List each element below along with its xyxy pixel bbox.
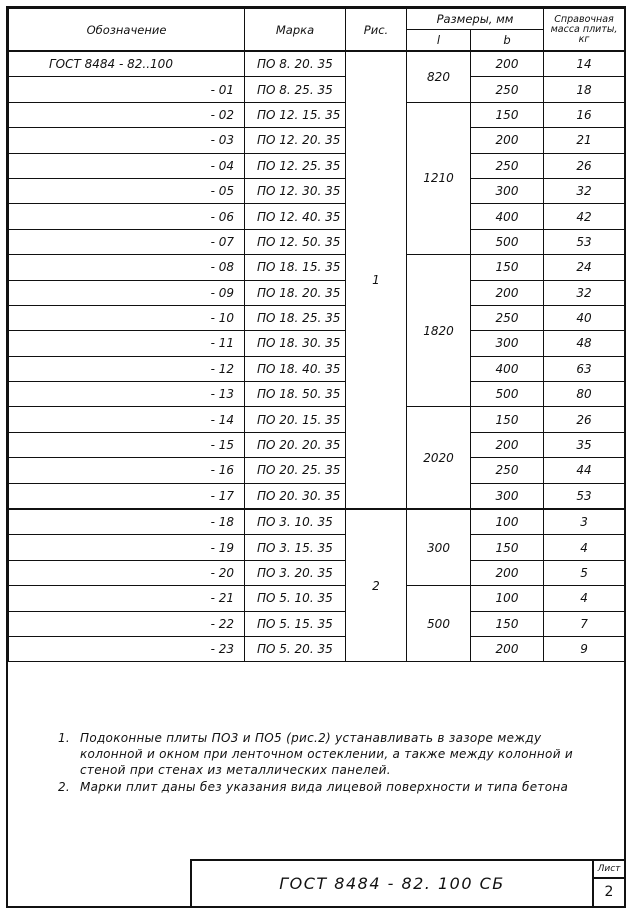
b-cell: 300 bbox=[471, 178, 544, 203]
mass-cell: 16 bbox=[544, 102, 625, 127]
table-row bbox=[9, 483, 625, 509]
header-b: b bbox=[471, 30, 544, 52]
b-cell: 150 bbox=[471, 611, 544, 636]
mass-cell: 44 bbox=[544, 458, 625, 483]
note-item bbox=[58, 779, 598, 795]
b-cell: 250 bbox=[471, 153, 544, 178]
table-row bbox=[9, 356, 625, 381]
note-item bbox=[58, 730, 598, 778]
mass-cell: 7 bbox=[544, 611, 625, 636]
mark-cell: ПО 12. 20. 35 bbox=[245, 128, 346, 153]
designation-cell: - 04 bbox=[9, 153, 245, 178]
b-cell: 250 bbox=[471, 458, 544, 483]
b-cell: 250 bbox=[471, 77, 544, 102]
note-text: Марки плит даны без указания вида лицевой поверхности и типа бетона bbox=[80, 780, 569, 794]
notes-block bbox=[58, 730, 598, 796]
mass-cell: 3 bbox=[544, 509, 625, 535]
note-text: Подоконные плиты ПО3 и ПО5 (рис.2) устанавливать в зазоре между колонной и окном при ленточном остеклении, а также между колонной и стеной при стенах из металлических панелей. bbox=[80, 731, 574, 777]
l-cell: 300 bbox=[407, 509, 471, 586]
mass-cell: 21 bbox=[544, 128, 625, 153]
header-designation: Обозначение bbox=[9, 9, 245, 52]
designation-cell: - 02 bbox=[9, 102, 245, 127]
b-cell: 200 bbox=[471, 432, 544, 457]
mark-cell: ПО 18. 30. 35 bbox=[245, 331, 346, 356]
document-code: ГОСТ 8484 - 82. 100 СБ bbox=[279, 874, 505, 893]
sheet-number: 2 bbox=[604, 884, 614, 900]
mark-cell: ПО 20. 20. 35 bbox=[245, 432, 346, 457]
designation-cell: - 17 bbox=[9, 483, 245, 509]
table-row bbox=[9, 102, 625, 127]
mark-cell: ПО 12. 30. 35 bbox=[245, 178, 346, 203]
table-row bbox=[9, 407, 625, 432]
mass-cell: 4 bbox=[544, 535, 625, 560]
mass-cell: 26 bbox=[544, 407, 625, 432]
mass-cell: 9 bbox=[544, 636, 625, 661]
designation-cell: - 21 bbox=[9, 586, 245, 611]
b-cell: 200 bbox=[471, 636, 544, 661]
l-cell: 1210 bbox=[407, 102, 471, 254]
l-cell: 500 bbox=[407, 586, 471, 662]
b-cell: 400 bbox=[471, 356, 544, 381]
mass-cell: 5 bbox=[544, 560, 625, 585]
designation-cell: - 08 bbox=[9, 255, 245, 280]
sheet-box bbox=[592, 861, 624, 906]
b-cell: 500 bbox=[471, 382, 544, 407]
mass-cell: 32 bbox=[544, 280, 625, 305]
table-row bbox=[9, 611, 625, 636]
table-row bbox=[9, 153, 625, 178]
note-number: 1. bbox=[58, 731, 71, 745]
designation-cell: - 16 bbox=[9, 458, 245, 483]
table-row bbox=[9, 458, 625, 483]
designation-cell: - 18 bbox=[9, 509, 245, 535]
mass-cell: 14 bbox=[544, 51, 625, 77]
mark-cell: ПО 18. 40. 35 bbox=[245, 356, 346, 381]
table-row bbox=[9, 535, 625, 560]
mass-cell: 32 bbox=[544, 178, 625, 203]
designation-cell: - 01 bbox=[9, 77, 245, 102]
designation-cell: - 23 bbox=[9, 636, 245, 661]
designation-cell: ГОСТ 8484 - 82..100 bbox=[9, 51, 245, 77]
b-cell: 150 bbox=[471, 255, 544, 280]
mass-cell: 80 bbox=[544, 382, 625, 407]
mass-cell: 53 bbox=[544, 229, 625, 254]
header-mass: Справочная масса плиты, кг bbox=[544, 9, 625, 52]
mark-cell: ПО 3. 20. 35 bbox=[245, 560, 346, 585]
designation-cell: - 10 bbox=[9, 305, 245, 330]
sheet-label: Лист bbox=[594, 861, 624, 879]
designation-cell: - 05 bbox=[9, 178, 245, 203]
designation-cell: - 06 bbox=[9, 204, 245, 229]
designation-cell: - 20 bbox=[9, 560, 245, 585]
mark-cell: ПО 12. 25. 35 bbox=[245, 153, 346, 178]
designation-cell: - 09 bbox=[9, 280, 245, 305]
mass-cell: 26 bbox=[544, 153, 625, 178]
mark-cell: ПО 8. 20. 35 bbox=[245, 51, 346, 77]
designation-cell: - 13 bbox=[9, 382, 245, 407]
specification-table bbox=[8, 8, 625, 662]
designation-cell: - 22 bbox=[9, 611, 245, 636]
mass-cell: 24 bbox=[544, 255, 625, 280]
mass-cell: 18 bbox=[544, 77, 625, 102]
table-row bbox=[9, 636, 625, 661]
table-row bbox=[9, 204, 625, 229]
header-fig: Рис. bbox=[346, 9, 407, 52]
table-row bbox=[9, 229, 625, 254]
b-cell: 150 bbox=[471, 102, 544, 127]
mark-cell: ПО 3. 10. 35 bbox=[245, 509, 346, 535]
designation-cell: - 11 bbox=[9, 331, 245, 356]
mark-cell: ПО 12. 40. 35 bbox=[245, 204, 346, 229]
title-block bbox=[190, 859, 624, 906]
mass-cell: 35 bbox=[544, 432, 625, 457]
mark-cell: ПО 20. 15. 35 bbox=[245, 407, 346, 432]
mark-cell: ПО 20. 25. 35 bbox=[245, 458, 346, 483]
b-cell: 200 bbox=[471, 280, 544, 305]
mass-cell: 63 bbox=[544, 356, 625, 381]
table-row bbox=[9, 331, 625, 356]
mark-cell: ПО 18. 25. 35 bbox=[245, 305, 346, 330]
drawing-sheet bbox=[6, 6, 626, 908]
fig-cell: 1 bbox=[346, 51, 407, 509]
mass-cell: 4 bbox=[544, 586, 625, 611]
b-cell: 400 bbox=[471, 204, 544, 229]
mass-cell: 53 bbox=[544, 483, 625, 509]
fig-cell: 2 bbox=[346, 509, 407, 662]
mark-cell: ПО 5. 20. 35 bbox=[245, 636, 346, 661]
note-number: 2. bbox=[58, 780, 71, 794]
header-mark: Марка bbox=[245, 9, 346, 52]
header-l: l bbox=[407, 30, 471, 52]
table-row bbox=[9, 305, 625, 330]
b-cell: 200 bbox=[471, 560, 544, 585]
designation-cell: - 15 bbox=[9, 432, 245, 457]
mark-cell: ПО 18. 15. 35 bbox=[245, 255, 346, 280]
b-cell: 500 bbox=[471, 229, 544, 254]
table-row bbox=[9, 178, 625, 203]
table-row bbox=[9, 586, 625, 611]
table-row bbox=[9, 560, 625, 585]
mark-cell: ПО 12. 50. 35 bbox=[245, 229, 346, 254]
designation-cell: - 03 bbox=[9, 128, 245, 153]
mark-cell: ПО 5. 15. 35 bbox=[245, 611, 346, 636]
mass-cell: 42 bbox=[544, 204, 625, 229]
table-row bbox=[9, 509, 625, 535]
designation-cell: - 12 bbox=[9, 356, 245, 381]
mark-cell: ПО 3. 15. 35 bbox=[245, 535, 346, 560]
mark-cell: ПО 18. 20. 35 bbox=[245, 280, 346, 305]
table-row bbox=[9, 255, 625, 280]
mark-cell: ПО 12. 15. 35 bbox=[245, 102, 346, 127]
b-cell: 200 bbox=[471, 51, 544, 77]
b-cell: 300 bbox=[471, 483, 544, 509]
designation-cell: - 07 bbox=[9, 229, 245, 254]
mark-cell: ПО 5. 10. 35 bbox=[245, 586, 346, 611]
table-row bbox=[9, 51, 625, 77]
l-cell: 1820 bbox=[407, 255, 471, 407]
l-cell: 820 bbox=[407, 51, 471, 102]
b-cell: 100 bbox=[471, 586, 544, 611]
b-cell: 150 bbox=[471, 535, 544, 560]
mass-cell: 48 bbox=[544, 331, 625, 356]
b-cell: 150 bbox=[471, 407, 544, 432]
mark-cell: ПО 20. 30. 35 bbox=[245, 483, 346, 509]
table-row bbox=[9, 432, 625, 457]
b-cell: 300 bbox=[471, 331, 544, 356]
designation-cell: - 14 bbox=[9, 407, 245, 432]
table-row bbox=[9, 77, 625, 102]
mark-cell: ПО 8. 25. 35 bbox=[245, 77, 346, 102]
b-cell: 200 bbox=[471, 128, 544, 153]
designation-cell: - 19 bbox=[9, 535, 245, 560]
l-cell: 2020 bbox=[407, 407, 471, 509]
table-row bbox=[9, 280, 625, 305]
mass-cell: 40 bbox=[544, 305, 625, 330]
mark-cell: ПО 18. 50. 35 bbox=[245, 382, 346, 407]
b-cell: 100 bbox=[471, 509, 544, 535]
b-cell: 250 bbox=[471, 305, 544, 330]
table-row bbox=[9, 382, 625, 407]
header-dimensions: Размеры, мм bbox=[407, 9, 544, 30]
table-row bbox=[9, 128, 625, 153]
